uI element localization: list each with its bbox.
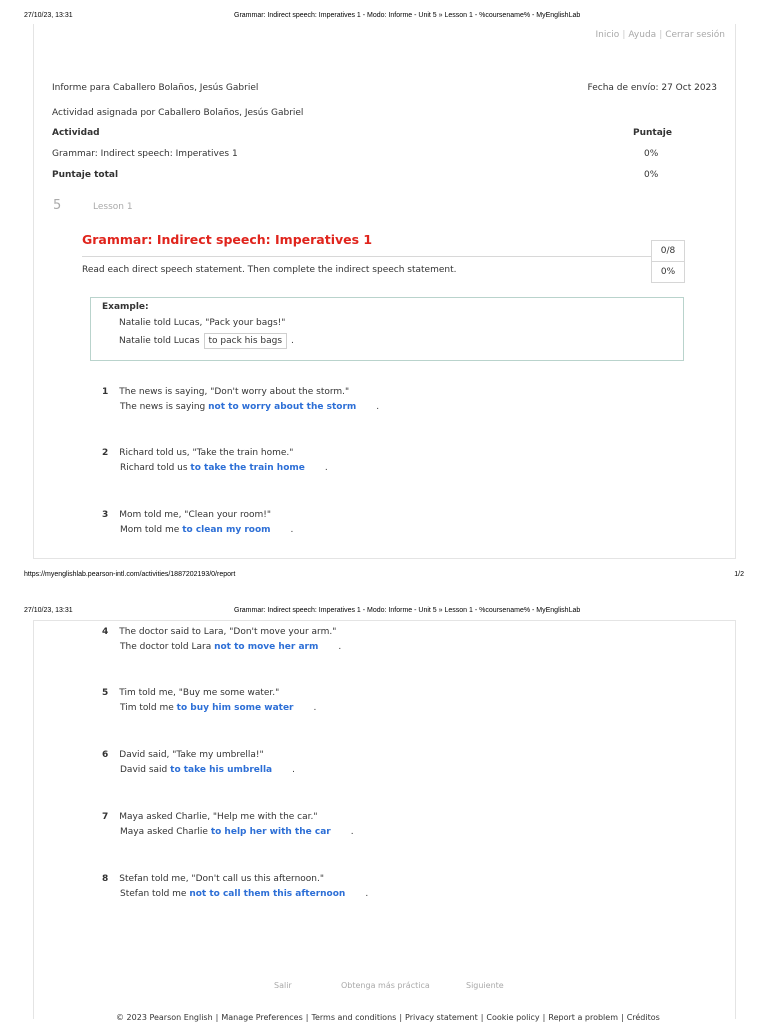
site-footer: © 2023 Pearson English | Manage Preferences | Terms and conditions | Privacy statement | Cookie policy | Report a problem | Créditos	[116, 1013, 660, 1022]
question-answer: to take the train home	[190, 463, 305, 473]
exit-link[interactable]: Salir	[274, 981, 292, 990]
question-prefix: Stefan told me	[120, 889, 187, 899]
example-suffix: .	[291, 336, 294, 346]
unit-number: 5	[53, 198, 62, 213]
question-suffix: .	[290, 525, 294, 535]
top-links: Inicio | Ayuda | Cerrar sesión	[595, 30, 725, 40]
activity-name: Grammar: Indirect speech: Imperatives 1	[52, 149, 238, 159]
question-suffix: .	[292, 765, 295, 775]
question-7	[102, 812, 354, 837]
question-answer: not to worry about the storm	[208, 402, 357, 412]
privacy-link[interactable]: Privacy statement	[405, 1013, 478, 1022]
report-page-2	[33, 620, 736, 1019]
question-number: 4	[102, 627, 109, 637]
question-prefix: David said	[120, 765, 168, 775]
question-answer: not to call them this afternoon	[189, 889, 346, 899]
question-suffix: .	[324, 463, 328, 473]
question-direct: Tim told me, "Buy me some water."	[119, 688, 280, 698]
question-8	[102, 874, 368, 899]
question-prefix: Tim told me	[120, 703, 174, 713]
activity-score: 0%	[644, 149, 659, 159]
help-link[interactable]: Ayuda	[628, 30, 657, 40]
print-datetime: 27/10/23, 13:31	[24, 12, 73, 19]
question-number: 2	[102, 448, 109, 458]
activity-column-header: Actividad	[52, 128, 100, 138]
copyright: © 2023 Pearson English	[116, 1013, 213, 1022]
question-direct: The doctor said to Lara, "Don't move your arm."	[119, 627, 337, 637]
question-answer: to take his umbrella	[170, 765, 273, 775]
question-suffix: .	[376, 402, 380, 412]
title-divider	[82, 256, 652, 257]
question-direct: Stefan told me, "Don't call us this afternoon."	[119, 874, 324, 884]
question-answer: to clean my room	[182, 525, 271, 535]
example-prefix: Natalie told Lucas	[119, 336, 200, 346]
print-title: Grammar: Indirect speech: Imperatives 1 - Modo: Informe - Unit 5 » Lesson 1 - %coursename% - MyEnglishLab	[234, 12, 581, 19]
question-suffix: .	[350, 827, 354, 837]
terms-link[interactable]: Terms and conditions	[311, 1013, 397, 1022]
question-prefix: The news is saying	[120, 402, 206, 412]
question-prefix: Mom told me	[120, 525, 180, 535]
question-answer: to buy him some water	[176, 703, 294, 713]
report-for: Informe para Caballero Bolaños, Jesús Gabriel	[52, 83, 259, 93]
cookie-policy-link[interactable]: Cookie policy	[486, 1013, 540, 1022]
print-title-2: Grammar: Indirect speech: Imperatives 1 - Modo: Informe - Unit 5 » Lesson 1 - %coursename% - MyEnglishLab	[234, 607, 581, 614]
manage-preferences-link[interactable]: Manage Preferences	[221, 1013, 303, 1022]
assigned-by: Actividad asignada por Caballero Bolaños, Jesús Gabriel	[52, 108, 304, 118]
question-number: 7	[102, 812, 109, 822]
example-indirect	[119, 333, 294, 349]
question-direct: The news is saying, "Don't worry about the storm."	[119, 387, 350, 397]
question-number: 8	[102, 874, 109, 884]
score-percent: 0%	[660, 267, 676, 277]
score-fraction: 0/8	[660, 246, 676, 256]
question-4	[102, 627, 341, 652]
question-2	[102, 448, 328, 473]
example-label: Example:	[102, 302, 149, 312]
example-direct: Natalie told Lucas, "Pack your bags!"	[119, 318, 286, 328]
question-prefix: The doctor told Lara	[120, 642, 212, 652]
question-direct: Maya asked Charlie, "Help me with the car."	[119, 812, 318, 822]
total-score-label: Puntaje total	[52, 170, 119, 180]
next-link[interactable]: Siguiente	[466, 981, 504, 990]
example-box	[90, 297, 684, 361]
score-percent-box	[651, 261, 685, 283]
question-direct: Mom told me, "Clean your room!"	[119, 510, 271, 520]
question-5	[102, 688, 316, 713]
question-answer: to help her with the car	[210, 827, 331, 837]
credits-link[interactable]: Créditos	[626, 1013, 660, 1022]
submission-date: Fecha de envío: 27 Oct 2023	[587, 83, 717, 93]
logout-link[interactable]: Cerrar sesión	[665, 30, 725, 40]
report-page-1	[33, 24, 736, 559]
question-number: 1	[102, 387, 109, 397]
print-url: https://myenglishlab.pearson-intl.com/activities/1887202193/0/report	[24, 571, 236, 578]
question-number: 5	[102, 688, 109, 698]
question-answer: not to move her arm	[214, 642, 319, 652]
question-suffix: .	[313, 703, 317, 713]
question-1	[102, 387, 379, 412]
question-suffix: .	[365, 889, 369, 899]
question-number: 3	[102, 510, 109, 520]
question-direct: David said, "Take my umbrella!"	[119, 750, 264, 760]
more-practice-link[interactable]: Obtenga más práctica	[341, 981, 430, 990]
question-prefix: Maya asked Charlie	[120, 827, 208, 837]
total-score-value: 0%	[644, 170, 659, 180]
score-column-header: Puntaje	[633, 128, 672, 138]
question-prefix: Richard told us	[120, 463, 188, 473]
example-answer-box: to pack his bags	[204, 333, 288, 349]
report-problem-link[interactable]: Report a problem	[548, 1013, 618, 1022]
print-page-number: 1/2	[734, 571, 744, 578]
print-datetime-2: 27/10/23, 13:31	[24, 607, 73, 614]
score-fraction-box	[651, 240, 685, 262]
exercise-instructions: Read each direct speech statement. Then complete the indirect speech statement.	[82, 265, 457, 275]
question-suffix: .	[338, 642, 342, 652]
home-link[interactable]: Inicio	[595, 30, 620, 40]
exercise-title: Grammar: Indirect speech: Imperatives 1	[82, 232, 373, 247]
question-3	[102, 510, 293, 535]
question-direct: Richard told us, "Take the train home."	[119, 448, 294, 458]
lesson-label: Lesson 1	[93, 202, 133, 212]
question-6	[102, 750, 295, 775]
question-number: 6	[102, 750, 109, 760]
